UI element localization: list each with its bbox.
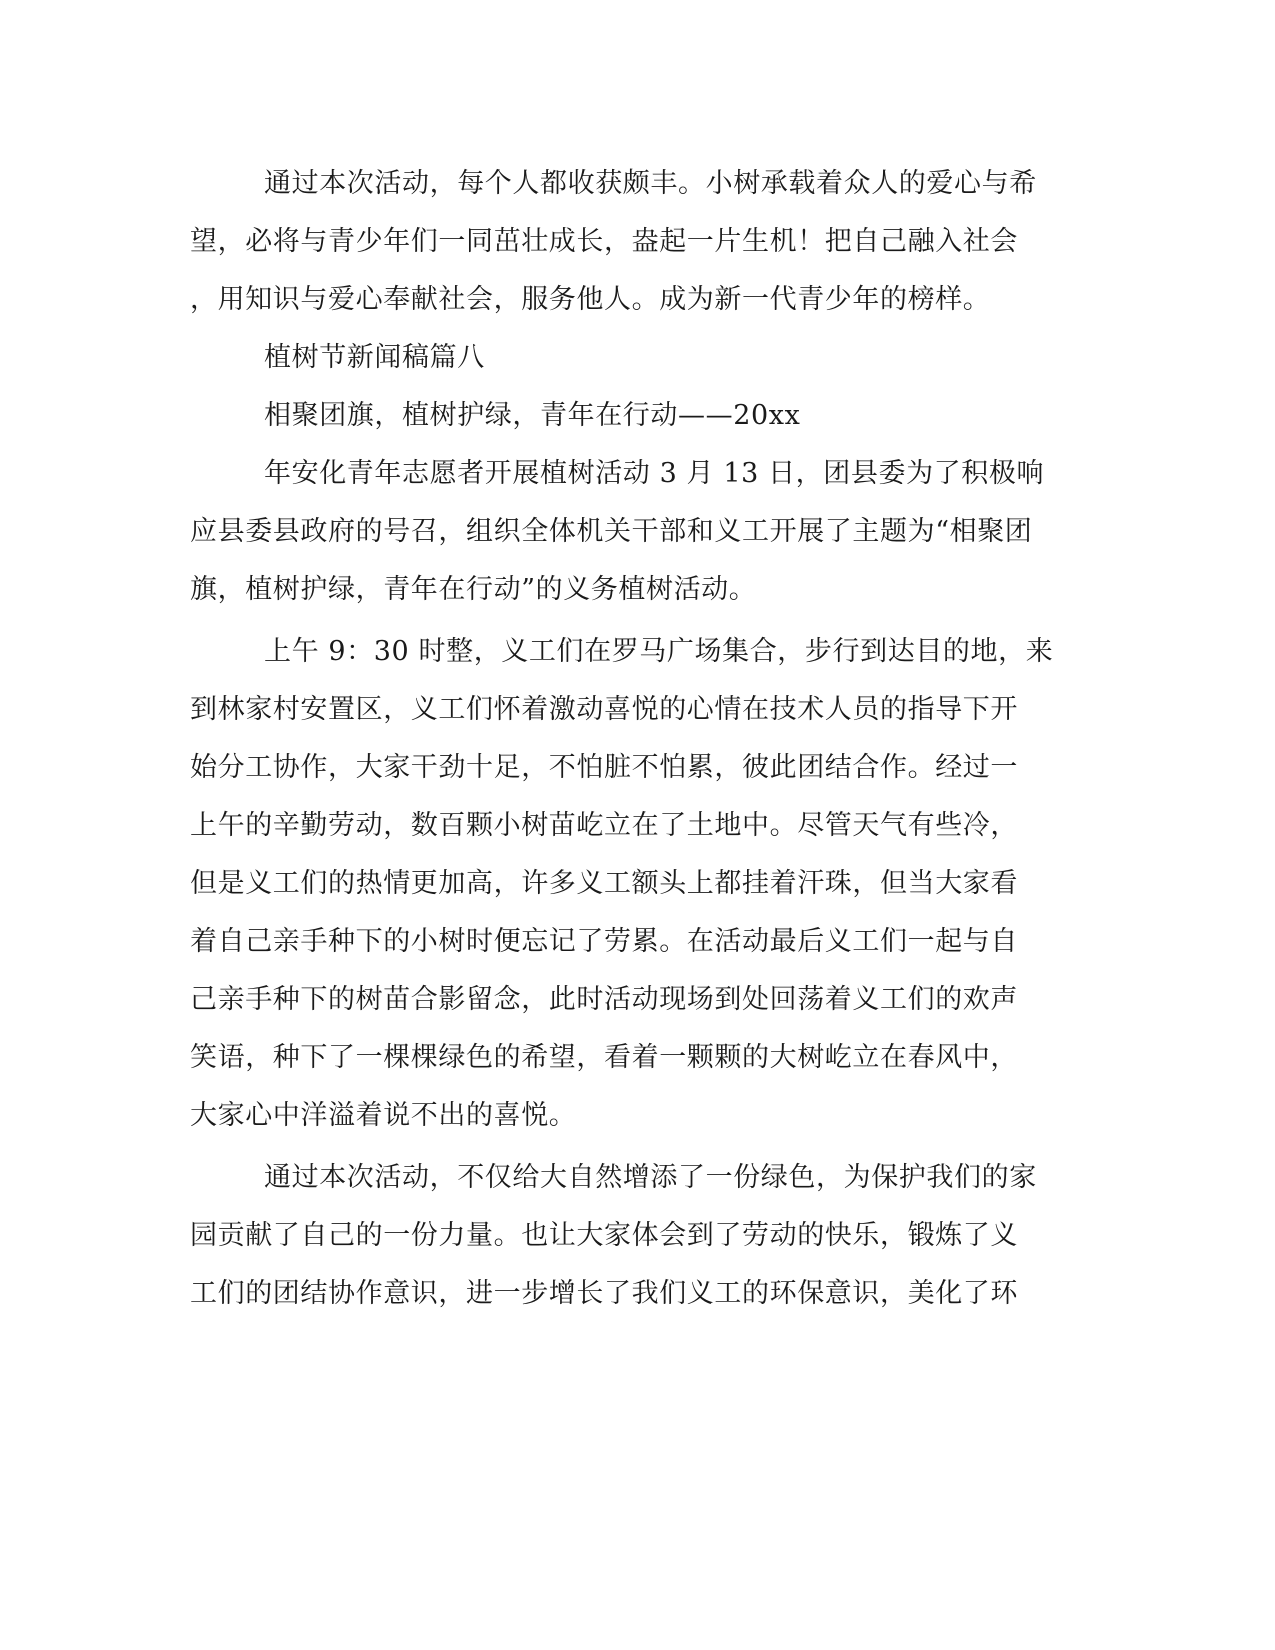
paragraph-line: 着自己亲手种下的小树时便忘记了劳累。在活动最后义工们一起与自 (190, 926, 1018, 957)
paragraph-line: 望，必将与青少年们一同茁壮成长，盎起一片生机！把自己融入社会 (190, 226, 1018, 257)
paragraph-line: 通过本次活动，不仅给大自然增添了一份绿色，为保护我们的家 (264, 1162, 1037, 1193)
article-title: 相聚团旗，植树护绿，青年在行动——20xx (264, 400, 801, 431)
paragraph-line: 年安化青年志愿者开展植树活动 3 月 13 日，团县委为了积极响 (264, 458, 1045, 489)
paragraph-line: 笑语，种下了一棵棵绿色的希望，看着一颗颗的大树屹立在春风中， (190, 1042, 1018, 1073)
section-heading: 植树节新闻稿篇八 (264, 342, 485, 373)
paragraph-line: 应县委县政府的号召，组织全体机关干部和义工开展了主题为“相聚团 (190, 516, 1033, 547)
paragraph-line: 己亲手种下的树苗合影留念，此时活动现场到处回荡着义工们的欢声 (190, 984, 1018, 1015)
paragraph-line: ，用知识与爱心奉献社会，服务他人。成为新一代青少年的榜样。 (190, 284, 991, 315)
paragraph-line: 工们的团结协作意识，进一步增长了我们义工的环保意识，美化了环 (190, 1278, 1018, 1309)
paragraph-line: 但是义工们的热情更加高，许多义工额头上都挂着汗珠，但当大家看 (190, 868, 1018, 899)
paragraph-line: 上午 9：30 时整，义工们在罗马广场集合，步行到达目的地，来 (264, 636, 1054, 667)
paragraph-line: 通过本次活动，每个人都收获颇丰。小树承载着众人的爱心与希 (264, 168, 1037, 199)
paragraph-line: 园贡献了自己的一份力量。也让大家体会到了劳动的快乐，锻炼了义 (190, 1220, 1018, 1251)
paragraph-line: 上午的辛勤劳动，数百颗小树苗屹立在了土地中。尽管天气有些冷， (190, 810, 1018, 841)
paragraph-line: 到林家村安置区，义工们怀着激动喜悦的心情在技术人员的指导下开 (190, 694, 1018, 725)
paragraph-line: 旗，植树护绿，青年在行动”的义务植树活动。 (190, 574, 757, 605)
paragraph-line: 始分工协作，大家干劲十足，不怕脏不怕累，彼此团结合作。经过一 (190, 752, 1018, 783)
paragraph-line: 大家心中洋溢着说不出的喜悦。 (190, 1100, 577, 1131)
